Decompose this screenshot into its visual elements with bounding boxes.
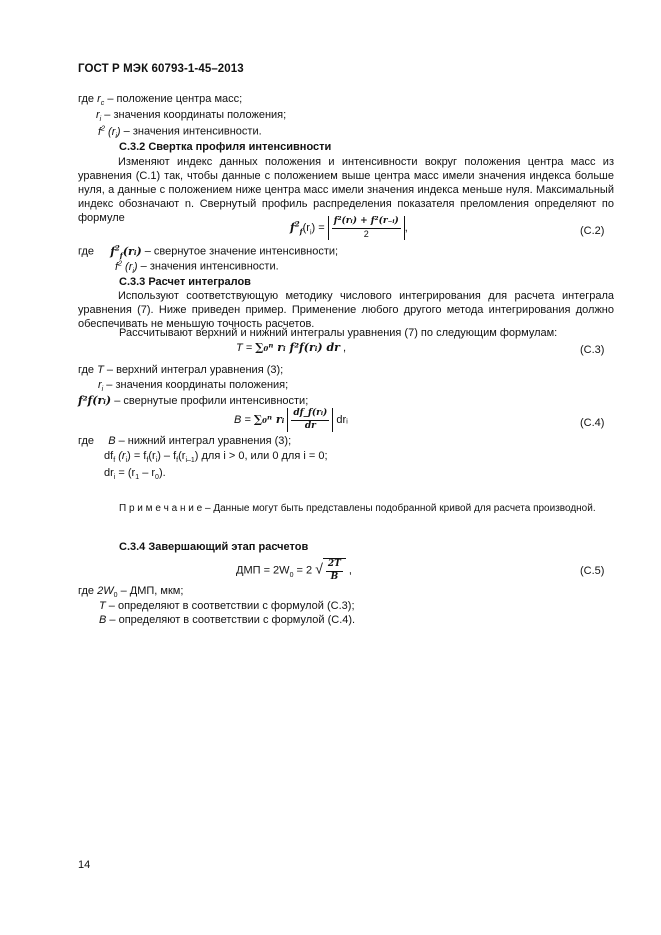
eq-c5-numerator: 2T bbox=[326, 559, 343, 572]
f2-2-description: – значения интенсивности. bbox=[140, 260, 279, 273]
section-title-c33: С.3.3 Расчет интегралов bbox=[119, 276, 251, 288]
equation-number-c3: (С.3) bbox=[580, 344, 605, 356]
eq-c2-numerator: f²(rᵢ) + f²(r₋ᵢ) bbox=[332, 216, 401, 229]
ff-2-description: – свернутые профили интенсивности; bbox=[114, 395, 309, 407]
equation-c3: T = ∑₀ⁿ rᵢ f²f(rᵢ) dr , bbox=[236, 341, 347, 354]
equation-c4: B = ∑₀ⁿ rᵢ $\frac{\text{df\_f(rᵢ)}}{dr}$ drᵢ bbox=[234, 408, 348, 431]
where-line-B: где B – нижний интеграл уравнения (3); bbox=[78, 435, 292, 447]
ri-2-description: – значения координаты положения; bbox=[106, 379, 289, 391]
note-text: – Данные могут быть представлены подобранной кривой для расчета производной. bbox=[205, 503, 596, 514]
eq-c5-fraction bbox=[326, 559, 343, 583]
where-line-dff: $df_f$ $(r_i) = f_f(r_i) - f_f(r_{i-1})$ для i > 0, или 0 для i = 0; bbox=[104, 450, 328, 465]
where-line-ff bbox=[78, 243, 338, 260]
symbol-ff: $f^2_f(rᵢ)$ bbox=[110, 243, 142, 260]
where-line-T-2: T – определяют в соответствии с формулой (С.3); bbox=[99, 600, 355, 612]
W0-description: – ДМП, мкм; bbox=[120, 585, 184, 597]
where-word: где bbox=[78, 245, 95, 258]
where-line-ri-2: $r_i$ – значения координаты положения; bbox=[98, 379, 289, 394]
symbol-f2-2: $f^2$ $(r_i)$ bbox=[115, 260, 138, 275]
equation-number-c2: (С.2) bbox=[580, 225, 605, 237]
paragraph-c33-2: Рассчитывают верхний и нижний интегралы уравнения (7) по следующим формулам: bbox=[119, 327, 558, 339]
rc-description: – положение центра масс; bbox=[107, 93, 243, 105]
eq-c4-fraction bbox=[291, 408, 329, 432]
eq-c2-bracket bbox=[328, 216, 405, 240]
paragraph-c33-1: Используют соответствующую методику числового интегрирования для расчета интеграла уравнения (7). Ниже приведен пример. Применение любого другого метода интегрирования должно обеспечивать не меньшую точность расчетов. bbox=[78, 290, 614, 330]
note-label: П р и м е ч а н и е bbox=[119, 503, 203, 514]
T-2-description: – определяют в соответствии с формулой (С.3); bbox=[108, 600, 355, 612]
where-line-rc bbox=[78, 92, 242, 108]
eq-c4-sum: ∑₀ⁿ rᵢ bbox=[253, 413, 285, 427]
where-line-ff-2 bbox=[78, 394, 308, 408]
where-line-f2-2 bbox=[115, 259, 279, 276]
f2-description: – значения интенсивности. bbox=[123, 125, 262, 138]
ff-description: – свернутое значение интенсивности; bbox=[144, 245, 339, 258]
symbol-f2: $f^2$ $(r_i)$ bbox=[98, 125, 121, 140]
section-title-c32: С.3.2 Свертка профиля интенсивности bbox=[119, 141, 332, 153]
where-word: где bbox=[78, 435, 95, 447]
where-line-T: где T – верхний интеграл уравнения (3); bbox=[78, 364, 284, 376]
where-line-f2 bbox=[98, 124, 262, 141]
where-word: где bbox=[78, 585, 95, 597]
note bbox=[119, 502, 596, 515]
symbol-ri: $r_i$ bbox=[96, 109, 102, 124]
where-word: где bbox=[78, 364, 95, 376]
where-line-ri bbox=[96, 108, 286, 124]
eq-c5-sqrt bbox=[323, 558, 346, 583]
symbol-ff-2: f²f(rᵢ) bbox=[78, 394, 112, 407]
B-description: – нижний интеграл уравнения (3); bbox=[118, 435, 292, 447]
page-number: 14 bbox=[78, 859, 91, 871]
equation-c5: ДМП = $2W_0 = 2$ √ $\frac{2T}{B}$ , bbox=[236, 559, 352, 582]
equation-number-c5: (С.5) bbox=[580, 565, 605, 577]
eq-c2-fraction bbox=[332, 216, 401, 240]
section-title-c34: С.3.4 Завершающий этап расчетов bbox=[119, 541, 309, 553]
eq-c4-numerator: df_f(rᵢ) bbox=[291, 408, 329, 421]
eq-c2-lhs: $f^2_f$ bbox=[290, 219, 303, 237]
B-2-description: – определяют в соответствии с формулой (С.4). bbox=[109, 614, 356, 626]
eq-c4-bracket bbox=[287, 408, 333, 432]
where-line-B-2: B – определяют в соответствии с формулой (С.4). bbox=[99, 614, 356, 626]
paragraph-c32: Изменяют индекс данных положения и интенсивности вокруг положения центра масс из уравнения (С.1) так, чтобы данные с положением выше центра масс имели значения индекса больше нуля, а данные с положением ниже центра масс имели значения индекса меньше нуля. Максимальный индекс обозначают n. Свернутый профиль распределения показателя преломления определяют по формуле bbox=[78, 156, 614, 224]
equation-number-c4: (С.4) bbox=[580, 417, 605, 429]
where-line-W0: где $2W_0$ – ДМП, мкм; bbox=[78, 585, 184, 600]
equation-c2: $f^2_f(r_i)$ = $\frac{\text{f²(rᵢ) + f²(r₋ᵢ)}}{2}$ , bbox=[290, 216, 408, 239]
T-description: – верхний интеграл уравнения (3); bbox=[106, 364, 284, 376]
eq-c4-denominator: dr bbox=[304, 420, 316, 431]
eq-c5-denominator: B bbox=[330, 571, 339, 582]
document-header: ГОСТ Р МЭК 60793-1-45–2013 bbox=[78, 63, 244, 75]
eq-c2-denominator: 2 bbox=[363, 228, 369, 239]
symbol-rc: $r_c$ bbox=[97, 93, 105, 108]
eq-c3-rhs: ∑₀ⁿ rᵢ f²f(rᵢ) dr bbox=[255, 341, 340, 354]
where-line-dr: $dr_i = (r_1 - r_0)$. bbox=[104, 467, 166, 482]
where-word: где bbox=[78, 93, 95, 105]
ri-description: – значения координаты положения; bbox=[104, 109, 287, 121]
